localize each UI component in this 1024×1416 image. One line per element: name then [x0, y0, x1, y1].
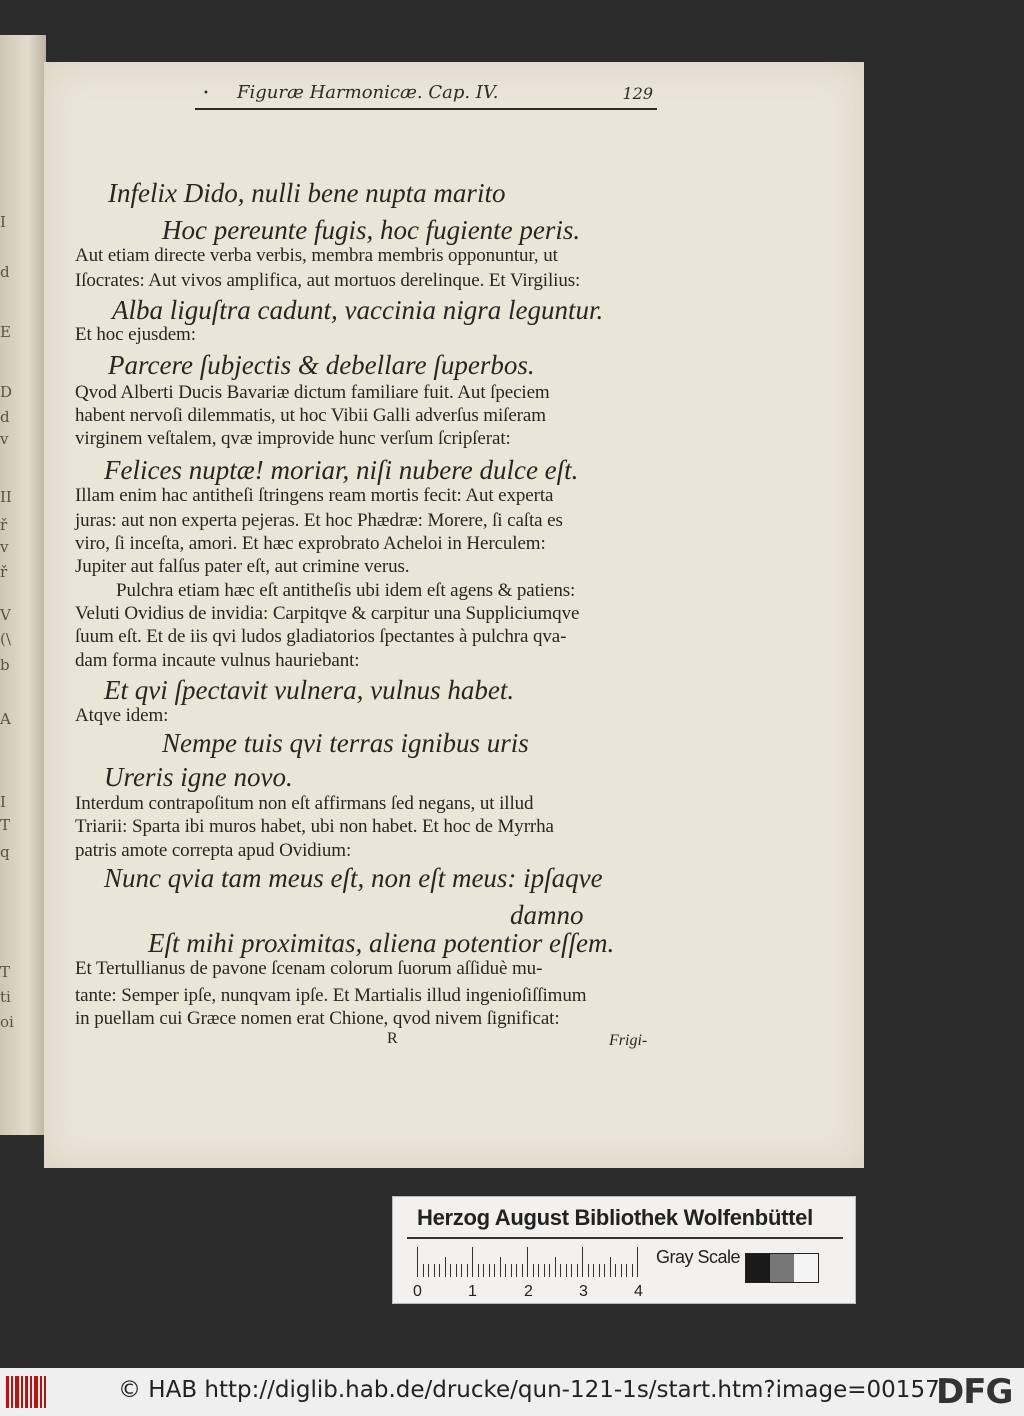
left-page-fragment: oi [0, 1013, 14, 1031]
header-title: Figuræ Harmonicæ. Cap. IV. [237, 82, 499, 103]
ruler-tick [588, 1264, 589, 1277]
dfg-logo: DFG [936, 1372, 1013, 1412]
text-line: Atqve idem: [75, 705, 169, 726]
left-page-fragment: ti [0, 988, 11, 1006]
text-line: Pulchra etiam hæc eſt antitheſis ubi idem eſt agens & patiens: [116, 580, 576, 601]
scale-number: 1 [468, 1283, 477, 1300]
ruler-tick [434, 1264, 435, 1277]
text-line: Illam enim hac antitheſi ſtringens ream mortis fecit: Aut experta [75, 485, 554, 506]
ruler-tick [544, 1264, 545, 1277]
text-line: ſuum eſt. Et de iis qvi ludos gladiatorios ſpectantes à pulchra qva- [75, 626, 567, 647]
footer-bar [0, 1368, 1024, 1416]
left-page-fragment: T [0, 816, 11, 834]
text-line: tante: Semper ipſe, nunqvam ipſe. Et Martialis illud ingenioſiſſimum [75, 985, 587, 1006]
left-page-fragment: V [0, 606, 11, 624]
ruler-tick [516, 1264, 517, 1277]
text-line: Jupiter aut falſus pater eſt, aut crimine verus. [75, 556, 410, 577]
ruler-tick [423, 1264, 424, 1277]
card-divider [407, 1237, 843, 1239]
left-page-fragment: T [0, 963, 11, 981]
left-page-fragment: I [0, 213, 6, 231]
ruler-tick [522, 1264, 523, 1277]
verse-line: Nunc qvia tam meus eſt, non eſt meus: ipſaqve [104, 863, 603, 893]
ruler-tick [483, 1264, 484, 1277]
text-line: in puellam cui Græce nomen erat Chione, qvod nivem ſignificat: [75, 1008, 560, 1029]
ruler-tick [472, 1247, 473, 1277]
left-page-fragment: d [0, 263, 10, 281]
library-name: Herzog August Bibliothek Wolfenbüttel [417, 1205, 813, 1230]
ruler-tick [610, 1257, 611, 1277]
text-line: habent nervoſi dilemmatis, ut hoc Vibii Galli adverſus miſeram [75, 405, 546, 426]
ruler-tick [450, 1264, 451, 1277]
catchword: Frigi- [609, 1032, 648, 1049]
left-page-fragment: q [0, 843, 10, 861]
verse-line: Parcere ſubjectis & debellare ſuperbos. [108, 350, 535, 380]
ruler-tick [549, 1264, 550, 1277]
gray-swatches [745, 1253, 819, 1283]
text-line: Interdum contrapoſitum non eſt affirmans ſed negans, ut illud [75, 793, 534, 814]
ruler-tick [428, 1264, 429, 1277]
ruler-tick [439, 1264, 440, 1277]
left-page-fragment: ř [0, 516, 8, 534]
ruler-tick [571, 1264, 572, 1277]
ruler-tick [527, 1247, 528, 1277]
scale-number: 4 [634, 1283, 643, 1300]
ruler-tick [604, 1264, 605, 1277]
ruler-tick [511, 1264, 512, 1277]
scale-number: 3 [579, 1283, 588, 1300]
ruler-tick [417, 1247, 418, 1277]
text-line: dam forma incaute vulnus hauriebant: [75, 650, 360, 671]
scale-ruler [417, 1247, 641, 1277]
left-page-fragment: (\ [0, 630, 11, 648]
text-line: Et Tertullianus de pavone ſcenam colorum ſuorum aſſiduè mu- [75, 958, 543, 979]
left-page-fragment: v [0, 430, 9, 448]
scale-number: 0 [413, 1283, 422, 1300]
ruler-tick [566, 1264, 567, 1277]
adjacent-page-edge [0, 35, 46, 1135]
left-page-fragment: II [0, 488, 12, 506]
verse-line: Hoc pereunte fugis, hoc fugiente peris. [162, 215, 581, 245]
left-page-fragment: v [0, 538, 9, 556]
left-page-fragment: b [0, 656, 10, 674]
verse-line: Nempe tuis qvi terras ignibus uris [162, 728, 529, 758]
text-line: Et hoc ejusdem: [75, 324, 196, 345]
text-line: patris amote correpta apud Ovidium: [75, 840, 352, 861]
running-header [195, 82, 657, 110]
ruler-tick [489, 1264, 490, 1277]
ruler-tick [461, 1264, 462, 1277]
ruler-tick [533, 1264, 534, 1277]
text-line: Aut etiam directe verba verbis, membra membris opponuntur, ut [75, 245, 558, 266]
ruler-tick [494, 1264, 495, 1277]
ruler-tick [478, 1264, 479, 1277]
verse-line: Eſt mihi proximitas, aliena potentior eſſem. [148, 928, 615, 958]
verse-line: Felices nuptæ! moriar, niſi nubere dulce eſt. [104, 455, 579, 485]
header-ornament: • [203, 88, 209, 99]
gray-scale-label: Gray Scale [656, 1247, 741, 1267]
ruler-tick [621, 1264, 622, 1277]
text-line: virginem veſtalem, qvæ improvide hunc verſum ſcripſerat: [75, 428, 511, 449]
text-line: juras: aut non experta pejeras. Et hoc Phædræ: Morere, ſi caſta es [75, 510, 563, 531]
barcode-icon [6, 1376, 46, 1408]
verse-line: Et qvi ſpectavit vulnera, vulnus habet. [104, 675, 515, 705]
ruler-tick [637, 1247, 638, 1277]
ruler-tick [505, 1264, 506, 1277]
text-line: Qvod Alberti Ducis Bavariæ dictum familiare fuit. Aut ſpeciem [75, 382, 550, 403]
ruler-tick [599, 1264, 600, 1277]
ruler-tick [555, 1257, 556, 1277]
color-calibration-card [392, 1196, 856, 1304]
text-line: viro, ſi inceſta, amori. Et hæc exprobrato Acheloi in Herculem: [75, 533, 546, 554]
left-page-fragment: E [0, 323, 11, 341]
ruler-tick [577, 1264, 578, 1277]
swatch-gray [770, 1254, 794, 1282]
ruler-tick [538, 1264, 539, 1277]
verse-line: Alba liguſtra cadunt, vaccinia nigra leguntur. [112, 295, 604, 325]
ruler-tick [456, 1264, 457, 1277]
ruler-tick [632, 1264, 633, 1277]
text-line: Veluti Ovidius de invidia: Carpitqve & carpitur una Suppliciumqve [75, 603, 580, 624]
left-page-fragment: D [0, 383, 13, 401]
ruler-tick [467, 1264, 468, 1277]
swatch-black [746, 1254, 770, 1282]
ruler-tick [500, 1257, 501, 1277]
ruler-tick [582, 1247, 583, 1277]
verse-line: Ureris igne novo. [104, 762, 293, 792]
swatch-white [794, 1254, 818, 1282]
left-page-fragment: I [0, 793, 6, 811]
left-page-fragment: A [0, 710, 11, 728]
copyright-url[interactable]: © HAB http://diglib.hab.de/drucke/qun-121-1s/start.htm?image=00157 [118, 1377, 940, 1403]
ruler-tick [593, 1264, 594, 1277]
signature-mark: R [387, 1030, 398, 1047]
left-page-fragment: ř [0, 563, 8, 581]
page-number: 129 [622, 84, 653, 103]
ruler-tick [626, 1264, 627, 1277]
verse-line: damno [510, 900, 584, 930]
ruler-tick [560, 1264, 561, 1277]
left-page-fragment: d [0, 408, 10, 426]
ruler-tick [445, 1257, 446, 1277]
scale-number: 2 [524, 1283, 533, 1300]
ruler-tick [615, 1264, 616, 1277]
text-line: Triarii: Sparta ibi muros habet, ubi non habet. Et hoc de Myrrha [75, 816, 554, 837]
verse-line: Infelix Dido, nulli bene nupta marito [108, 178, 506, 208]
text-line: Iſocrates: Aut vivos amplifica, aut mortuos derelinque. Et Virgilius: [75, 270, 581, 291]
